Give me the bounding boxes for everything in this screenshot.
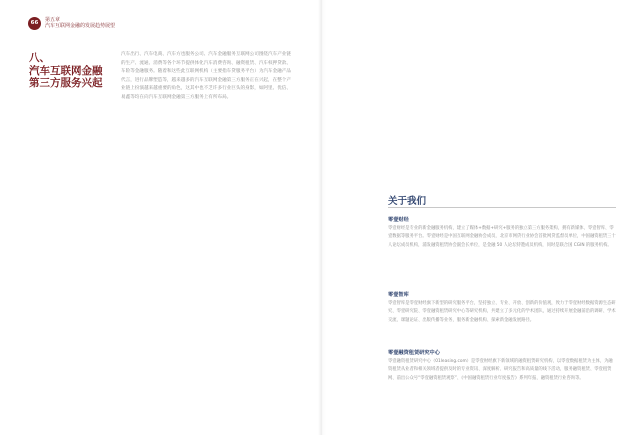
book-spine-shadow — [318, 0, 326, 435]
org-block-lingyi-zhiku — [388, 291, 616, 325]
chapter-label: 第五章 — [45, 17, 61, 23]
section-heading — [29, 52, 119, 90]
chapter-title: 汽车互联网金融的发展趋势展望 — [45, 23, 116, 29]
org-name: 零壹智库 — [388, 292, 409, 298]
org-name: 零壹财经 — [388, 217, 409, 223]
section-heading-line: 第三方服务兴起 — [29, 77, 103, 89]
org-description: 零壹财经是专业的新金融服务机构，建立了媒体+数据+研究+服务的独立第三方服务架构，拥有新媒体、零壹智库、零壹数据等服务平台。零壹财经是中国互联网金融协会成员，北京市网贷行业协会首批网贷监督员单位，中国融资租赁三十人论坛成员机构，浦发融资租赁协会副会长单位，是金融 50 人论坛特邀成员机构，同时是联合国 CGIN 的服务机构。 — [388, 226, 616, 248]
org-description: 零壹融资租赁研究中心（01leasing.com）是零壹财经旗下新领域的融资租赁研究机构，以零壹数据租赁为主体，为融资租赁从业者和相关领域者提供及时的专业资讯、深度解析、研究报告和高质量的线下活动，服务融资租赁、零壹租赁网、前出公众号“零壹融资租赁观察”、《中国融资租赁行业年度报告》系列年报、融资租赁行业咨询等。 — [388, 359, 613, 381]
about-divider — [388, 207, 616, 208]
about-us-title: 关于我们 — [388, 196, 427, 207]
section-heading-line: 汽车互联网金融 — [29, 64, 103, 77]
org-block-lingyi-caijing — [388, 216, 616, 250]
org-name: 零壹融资租赁研究中心 — [388, 350, 440, 356]
section-body-paragraph: 汽车出行、汽车电商、汽车方也服务公司、汽车金融服务互联网公司围绕汽车产业链的生产、流通、消费等各个环节提供体化汽车消费咨询、融资租赁、汽车权押贷款、车险等金融服务。随着和这些此互联网机构（主要指车贷服务平台）为汽车金融产品代言，进行品牌塑造等，越来越多的汽车互联网金融第三方服务正在兴起，在整个产业链上扮演越来越重要的角色，这其中也不乏许多行业巨头的身影，如阿里、优信、易鑫等均在向汽车互联网金融第三方服务上有所布局。 — [121, 52, 291, 100]
org-block-leasing-research — [388, 349, 616, 383]
chapter-header — [45, 17, 115, 29]
section-heading-line: 八、 — [29, 52, 50, 64]
org-description: 零壹智库是零壹财经旗下新型的研究服务平台，坚持独立、专业、开放、创新的价值观，致力于零壹财经数据资源生态研究、零壹研究院、零壹融资租赁研究中心等研究机构，共建立了多元化的学术团队，通过持续开展金融前沿的调研、学术交流、课题论证、出版传播等业务，服务新金融机构、探索新金融发展路径。 — [388, 301, 616, 323]
page-number-badge: 66 — [28, 17, 41, 30]
